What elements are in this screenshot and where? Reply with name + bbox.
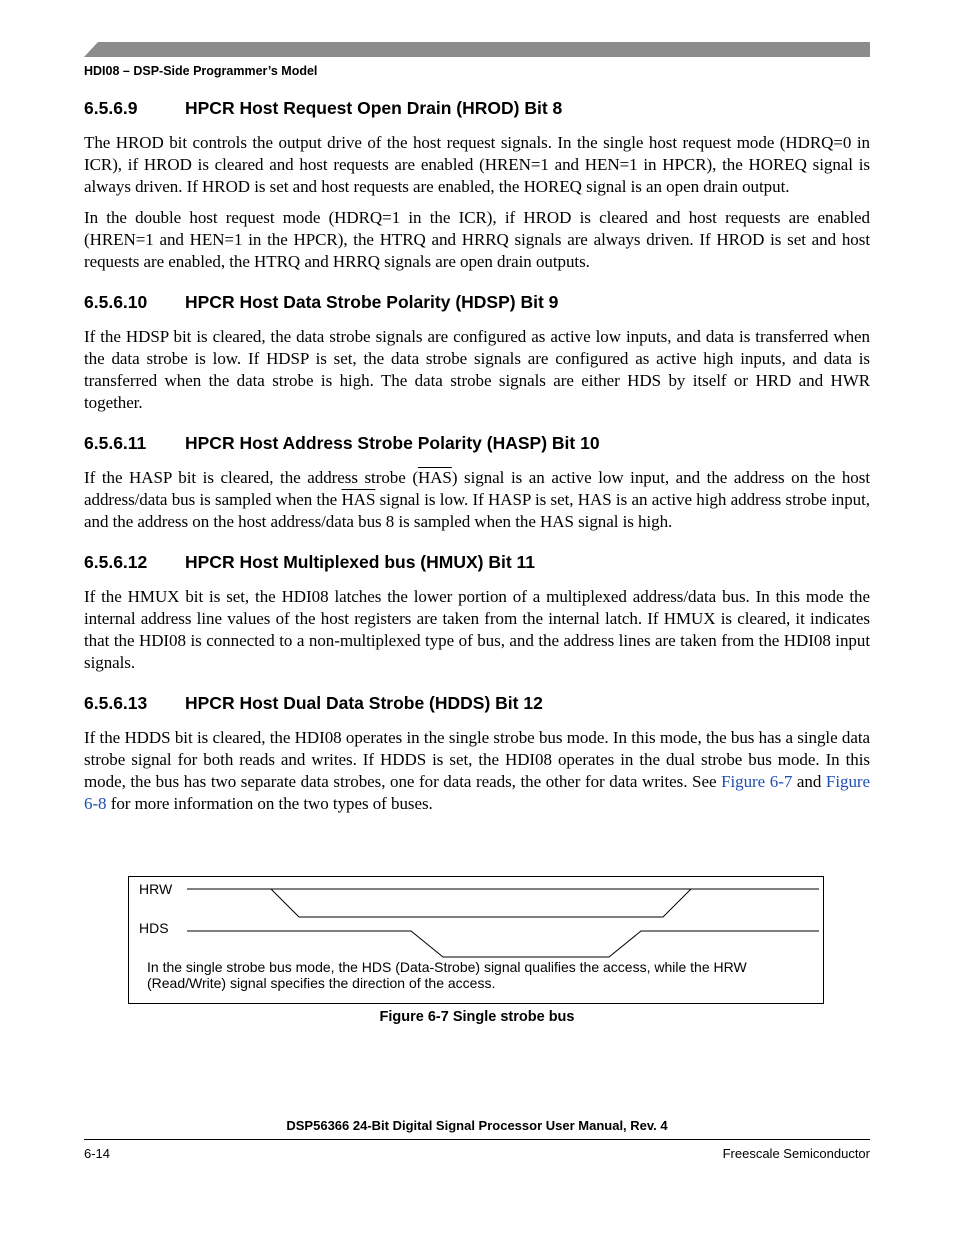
paragraph: If the HMUX bit is set, the HDI08 latches the lower portion of a multiplexed address/data bus. In this mode the internal address line values of the host registers are taken from the internal latch. If HMUX is cleared, it indicates that the HDI08 is connected to a non-multiplexed type of bus, and the address lines are taken from the HDI08 input signals. (84, 587, 870, 672)
section-heading (84, 550, 870, 574)
paragraph (84, 467, 870, 533)
section-hdsp (84, 290, 870, 414)
section-hrod (84, 96, 870, 273)
section-title: HPCR Host Multiplexed bus (HMUX) Bit 11 (185, 552, 536, 572)
hrw-label: HRW (139, 881, 173, 897)
figure-6-7-link[interactable]: Figure 6-7 (721, 772, 793, 791)
page-number: 6-14 (84, 1146, 111, 1161)
text-run: If the HDDS bit is cleared, the HDI08 operates in the single strobe bus mode. In this mode, the bus has a single data strobe signal for both reads and writes. If HDDS is set, the HDI08 operates in the dual strobe bus mode. In this mode, the bus has two separate data strobes, one for data reads, the other for data writes. See (84, 728, 870, 791)
timing-diagram (128, 876, 824, 1004)
paragraph (84, 727, 870, 815)
section-hasp (84, 431, 870, 533)
paragraph: In the double host request mode (HDRQ=1 in the ICR), if HROD is cleared and host requests are enabled (HREN=1 and HEN=1 in the HPCR), the HTRQ and HRRQ signals are always driven. If HROD is set and host requests are enabled, the HTRQ and HRRQ signals are open drain outputs. (84, 208, 870, 271)
section-number: 6.5.6.11 (84, 433, 147, 453)
section-number: 6.5.6.10 (84, 292, 148, 312)
section-number: 6.5.6.13 (84, 693, 148, 713)
text-run: ) signal is an active low input, and the address on the host address/data bus is sampled when the (84, 468, 870, 509)
section-title: HPCR Host Request Open Drain (HROD) Bit 8 (185, 98, 563, 118)
text-run: and (792, 772, 826, 791)
section-number: 6.5.6.9 (84, 98, 138, 118)
hds-label: HDS (139, 920, 169, 936)
section-hmux (84, 550, 870, 674)
section-title: HPCR Host Data Strobe Polarity (HDSP) Bit 9 (185, 292, 559, 312)
paragraph: If the HDSP bit is cleared, the data strobe signals are configured as active low inputs, and data is transferred when the data strobe is low. If HDSP is set, the data strobe signals are configured as active high inputs, and data is transferred when the data strobe is high. The data strobe signals are either HDS by itself or HRD and HWR together. (84, 327, 870, 412)
text-run: for more information on the two types of buses. (106, 794, 433, 813)
section-title: HPCR Host Address Strobe Polarity (HASP) Bit 10 (185, 433, 600, 453)
has-signal-overline: $\overline{HAS}$ (417, 468, 452, 487)
page-content (84, 96, 870, 832)
footer-rule (84, 1139, 870, 1140)
section-title: HPCR Host Dual Data Strobe (HDDS) Bit 12 (185, 693, 543, 713)
header-bar (84, 42, 870, 57)
hrw-waveform (187, 889, 819, 917)
figure-6-8-link[interactable]: Figure 6-8 (84, 772, 871, 813)
section-number: 6.5.6.12 (84, 552, 148, 572)
section-heading (84, 96, 870, 120)
text-run: signal is low. If HASP is set, HAS is an active high address strobe input, and the address on the host address/data bus 8 is sampled when the HAS signal is high. (84, 490, 870, 531)
section-heading (84, 290, 870, 314)
section-heading (84, 691, 870, 715)
figure-caption: Figure 6-7 Single strobe bus (379, 1009, 575, 1025)
text-run: If the HASP bit is cleared, the address strobe ( (84, 468, 418, 487)
paragraph: The HROD bit controls the output drive of the host request signals. In the single host request mode (HDRQ=0 in ICR), if HROD is cleared and host requests are enabled (HREN=1 and HEN=1 in HPCR), the HOREQ signal is always driven. If HROD is set and host requests are enabled, the HOREQ signal is an open drain output. (84, 133, 870, 196)
figure-note: In the single strobe bus mode, the HDS (Data-Strobe) signal qualifies the access, while the HRW (Read/Write) signal specifies the direction of the access. (147, 959, 747, 991)
running-head: HDI08 – DSP-Side Programmer’s Model (84, 64, 318, 78)
hds-waveform (187, 931, 819, 957)
company-name: Freescale Semiconductor (722, 1146, 870, 1161)
has-signal-overline: $\overline{HAS}$ (341, 490, 376, 509)
section-heading (84, 431, 870, 455)
section-hdds (84, 691, 870, 815)
footer-title: DSP56366 24-Bit Digital Signal Processor User Manual, Rev. 4 (286, 1118, 668, 1133)
